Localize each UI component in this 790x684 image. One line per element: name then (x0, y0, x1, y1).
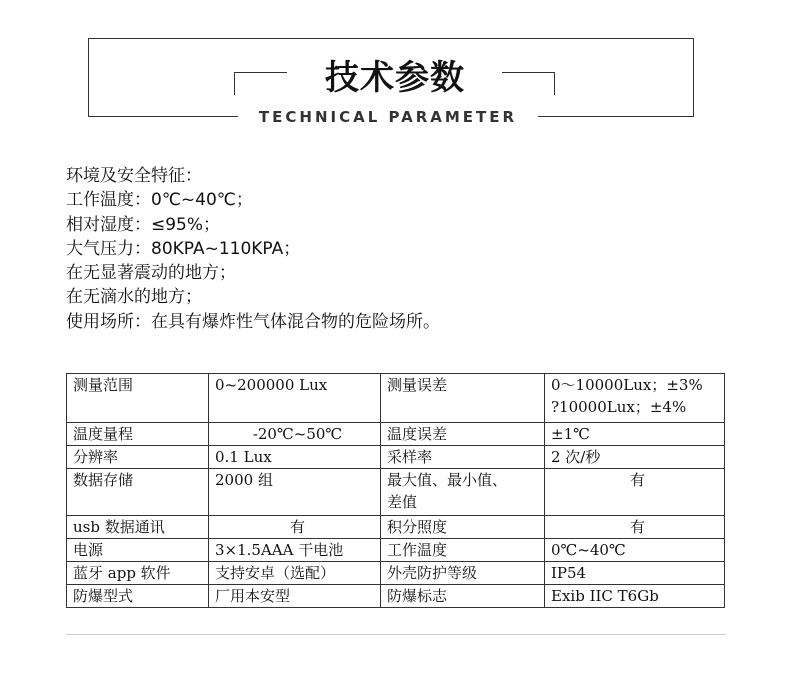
page-title: 技术参数 (325, 58, 465, 98)
page-subtitle: TECHNICAL PARAMETER (238, 108, 538, 126)
table-shadow-line (66, 634, 726, 635)
environment-line-dripping: 在无滴水的地方； (66, 287, 202, 308)
table-cell: 蓝牙 app 软件 (67, 562, 209, 585)
table-row (67, 585, 725, 608)
table-cell: 2 次/秒 (545, 446, 725, 469)
table-row (67, 469, 725, 516)
table-cell: 0℃~40℃ (545, 539, 725, 562)
title-bracket-right (502, 72, 555, 95)
table-cell: 测量误差 (381, 374, 545, 423)
cell-line: 0～10000Lux；±3% (551, 376, 703, 394)
table-cell: 分辨率 (67, 446, 209, 469)
table-cell: 电源 (67, 539, 209, 562)
environment-heading: 环境及安全特征： (66, 166, 202, 186)
table-cell: 温度误差 (381, 423, 545, 446)
table-cell: 有 (545, 516, 725, 539)
table-cell: 温度量程 (67, 423, 209, 446)
table-cell: 支持安卓（选配） (209, 562, 381, 585)
environment-line-work-temp: 工作温度：0℃~40℃； (66, 190, 253, 211)
title-frame-bottom-right (536, 116, 693, 117)
table-cell (381, 469, 545, 516)
table-cell: 2000 组 (209, 469, 381, 516)
table-cell: 工作温度 (381, 539, 545, 562)
title-frame-bottom-left (88, 116, 240, 117)
table-row (67, 423, 725, 446)
table-cell: 防爆型式 (67, 585, 209, 608)
table-row (67, 516, 725, 539)
table-cell: 0~200000 Lux (209, 374, 381, 423)
table-cell: ±1℃ (545, 423, 725, 446)
table-row (67, 562, 725, 585)
environment-line-usage: 使用场所：在具有爆炸性气体混合物的危险场所。 (66, 311, 440, 332)
table-cell: 外壳防护等级 (381, 562, 545, 585)
table-cell: Exib IIC T6Gb (545, 585, 725, 608)
table-cell: 防爆标志 (381, 585, 545, 608)
environment-list (66, 164, 440, 334)
table-cell: 测量范围 (67, 374, 209, 423)
environment-line-vibration: 在无显著震动的地方； (66, 263, 236, 284)
table-cell: 数据存储 (67, 469, 209, 516)
table-cell: 有 (209, 516, 381, 539)
table-row (67, 374, 725, 423)
table-cell: 3×1.5AAA 干电池 (209, 539, 381, 562)
table-cell: 0.1 Lux (209, 446, 381, 469)
title-bracket-left (234, 72, 287, 95)
cell-line: 差值 (387, 493, 418, 511)
environment-line-pressure: 大气压力：80KPA~110KPA； (66, 238, 301, 259)
cell-line: 最大值、最小值、 (387, 471, 508, 489)
spec-table (66, 373, 725, 608)
table-cell: 采样率 (381, 446, 545, 469)
table-cell: 有 (545, 469, 725, 516)
table-row (67, 539, 725, 562)
environment-line-humidity: 相对湿度：≤95%； (66, 214, 221, 235)
table-cell: IP54 (545, 562, 725, 585)
table-cell: usb 数据通讯 (67, 516, 209, 539)
table-cell: 积分照度 (381, 516, 545, 539)
table-cell: 厂用本安型 (209, 585, 381, 608)
cell-line: ?10000Lux；±4% (551, 398, 687, 416)
table-row (67, 446, 725, 469)
table-cell (545, 374, 725, 423)
table-cell: -20℃~50℃ (209, 423, 381, 446)
